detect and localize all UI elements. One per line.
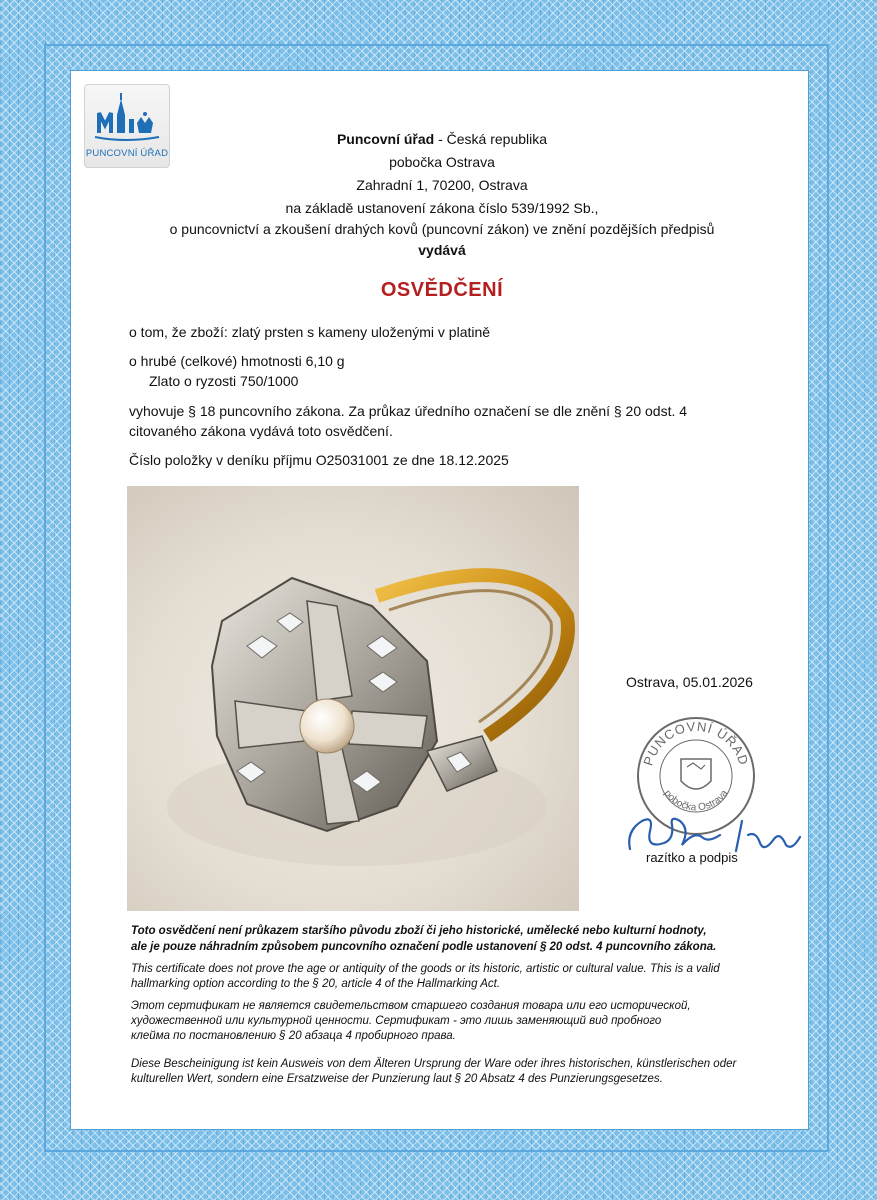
disclaimer-cz-2: ale je pouze náhradním způsobem puncovního označení podle ustanovení § 20 odst. 4 puncovního zákona. — [131, 941, 717, 953]
goods-line: o tom, že zboží: zlatý prsten s kameny uloženými v platině — [129, 324, 491, 340]
compliance-line-2: citovaného zákona vydává toto osvědčení. — [129, 423, 393, 439]
country-name: - Česká republika — [434, 131, 548, 147]
issues-line: vydává — [418, 242, 466, 258]
law-line-1: na základě ustanovení zákona číslo 539/1992 Sb., — [285, 200, 599, 216]
ring-illustration — [127, 486, 579, 911]
stamp-top-text: PUNCOVNÍ ÚŘAD — [640, 718, 752, 768]
stamp-bottom-text: pobočka Ostrava — [661, 788, 731, 814]
law-line-2: o puncovnictví a zkoušení drahých kovů (puncovní zákon) ve znění pozdějších předpisů — [169, 221, 715, 237]
ring-photo — [127, 486, 579, 911]
disclaimer-de-1: Diese Bescheinigung ist kein Ausweis von dem Älteren Ursprung der Ware oder ihres historischen, künstlerischen oder — [131, 1058, 737, 1070]
disclaimer-cz-1: Toto osvědčení není průkazem staršího původu zboží či jeho historické, umělecké nebo kulturní hodnoty, — [131, 925, 707, 937]
coat-of-arms-icon — [681, 759, 711, 789]
stamp-signature-label: razítko a podpis — [646, 850, 738, 865]
compliance-line-1: vyhovuje § 18 puncovního zákona. Za průkaz úředního označení se dle znění § 20 odst. 4 — [129, 403, 688, 419]
certificate-paper — [70, 70, 809, 1130]
weight-line: o hrubé (celkové) hmotnosti 6,10 g — [129, 353, 345, 369]
disclaimer-ru-2: художественной или культурной ценности. Сертификат - это лишь заменяющий вид пробного — [131, 1015, 662, 1027]
svg-text:PUNCOVNÍ ÚŘAD — [640, 719, 751, 768]
logo-caption: PUNCOVNÍ ÚŘAD — [85, 148, 169, 159]
place-date: Ostrava, 05.01.2026 — [626, 674, 753, 690]
disclaimer-ru-3: клейма по постановлению § 20 абзаца 4 пробирного права. — [131, 1030, 456, 1042]
office-name: Puncovní úřad — [336, 131, 435, 147]
disclaimer-de-2: kulturellen Wert, sondern eine Ersatzweise der Punzierung laut § 20 Absatz 4 des Punzierungsgesetzes. — [131, 1073, 663, 1085]
issuer-line — [131, 131, 753, 148]
purity-line: Zlato o ryzosti 750/1000 — [149, 373, 299, 389]
certificate-title: OSVĚDČENÍ — [380, 279, 504, 301]
disclaimer-ru-1: Этот сертификат не является свидетельством старшего создания товара или его исторической, — [131, 1000, 691, 1012]
record-line: Číslo položky v deníku příjmu O25031001 ze dne 18.12.2025 — [129, 452, 509, 468]
branch-line: pobočka Ostrava — [389, 154, 495, 170]
disclaimer-en-1: This certificate does not prove the age or antiquity of the goods or its historic, artistic or cultural value. This is a valid — [131, 963, 720, 975]
disclaimer-en-2: hallmarking option according to the § 20, article 4 of the Hallmarking Act. — [131, 978, 501, 990]
address-line: Zahradní 1, 70200, Ostrava — [356, 177, 528, 193]
